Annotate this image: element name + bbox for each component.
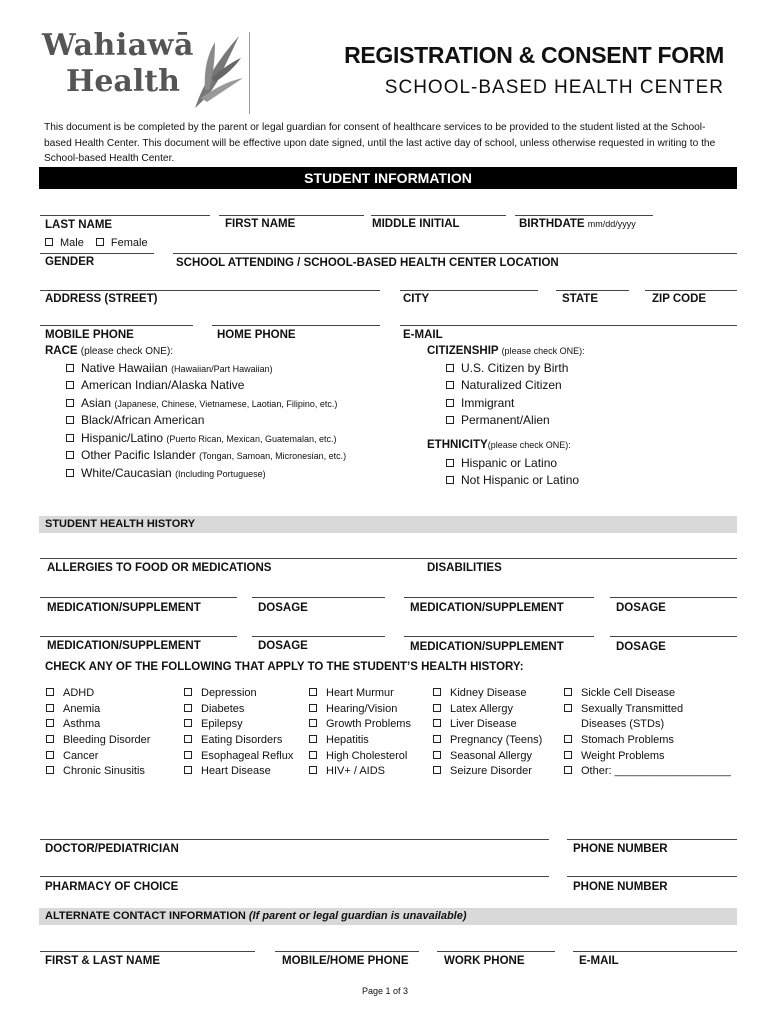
race-option[interactable]: Native Hawaiian (Hawaiian/Part Hawaiian) [66, 361, 273, 375]
condition-checkbox[interactable]: Hepatitis [309, 734, 369, 746]
middle-initial-label: MIDDLE INITIAL [372, 218, 460, 230]
med1-line[interactable] [40, 597, 237, 598]
alt-work-label: WORK PHONE [444, 955, 525, 967]
condition-checkbox[interactable]: Chronic Sinusitis [46, 765, 145, 777]
dose2-line[interactable] [610, 597, 737, 598]
med4-line[interactable] [404, 636, 594, 637]
citizenship-heading [427, 345, 585, 357]
race-heading [45, 345, 173, 357]
condition-checkbox[interactable]: Hearing/Vision [309, 703, 397, 715]
pharmacy-phone-line[interactable] [567, 876, 737, 877]
page-number: Page 1 of 3 [361, 986, 409, 996]
condition-checkbox[interactable]: Anemia [46, 703, 100, 715]
citizenship-option[interactable]: U.S. Citizen by Birth [446, 361, 568, 375]
check-heading: CHECK ANY OF THE FOLLOWING THAT APPLY TO THE STUDENT’S HEALTH HISTORY: [45, 661, 524, 673]
female-checkbox[interactable] [96, 237, 148, 249]
doctor-phone-label: PHONE NUMBER [573, 843, 668, 855]
alt-name-line[interactable] [40, 951, 255, 952]
medication-label-1: MEDICATION/SUPPLEMENT [47, 602, 201, 614]
disabilities-line[interactable] [404, 558, 737, 559]
condition-checkbox[interactable]: Cancer [46, 750, 98, 762]
zip-label: ZIP CODE [652, 293, 707, 305]
student-section-title: STUDENT INFORMATION [304, 170, 472, 186]
condition-checkbox[interactable]: Sexually Transmitted [564, 703, 683, 715]
condition-checkbox[interactable]: Kidney Disease [433, 687, 526, 699]
dosage-label-3: DOSAGE [258, 640, 308, 652]
ethnicity-heading [427, 439, 571, 451]
medication-label-2: MEDICATION/SUPPLEMENT [410, 602, 564, 614]
first-name-line[interactable] [219, 215, 364, 216]
birthdate-format: mm/dd/yyyy [587, 219, 636, 229]
form-subtitle: SCHOOL-BASED HEALTH CENTER [384, 77, 724, 98]
state-label: STATE [562, 293, 598, 305]
health-section-title: STUDENT HEALTH HISTORY [45, 518, 196, 530]
alternate-section-note: (If parent or legal guardian is unavailable) [248, 910, 467, 922]
birthdate-label [519, 218, 636, 230]
condition-checkbox[interactable]: Eating Disorders [184, 734, 282, 746]
condition-checkbox[interactable]: High Cholesterol [309, 750, 407, 762]
citizenship-option[interactable]: Immigrant [446, 396, 514, 410]
condition-checkbox[interactable]: Weight Problems [564, 750, 665, 762]
alt-email-line[interactable] [573, 951, 737, 952]
med3-line[interactable] [40, 636, 237, 637]
condition-checkbox[interactable]: Heart Murmur [309, 687, 394, 699]
citizenship-label: CITIZENSHIP [427, 345, 499, 357]
ethnicity-label: ETHNICITY [427, 439, 488, 451]
citizenship-option[interactable]: Naturalized Citizen [446, 378, 562, 392]
middle-initial-line[interactable] [371, 215, 506, 216]
condition-checkbox[interactable]: Depression [184, 687, 257, 699]
dose4-line[interactable] [610, 636, 737, 637]
leaf-icon [187, 32, 245, 110]
med2-line[interactable] [404, 597, 594, 598]
ethnicity-note: (please check ONE): [487, 440, 571, 450]
mobile-phone-label: MOBILE PHONE [45, 329, 134, 341]
address-line[interactable] [40, 290, 380, 291]
pharmacy-label: PHARMACY OF CHOICE [45, 881, 179, 893]
condition-checkbox[interactable]: Seizure Disorder [433, 765, 532, 777]
gender-label: GENDER [45, 256, 95, 268]
dosage-label-1: DOSAGE [258, 602, 308, 614]
race-option[interactable]: Hispanic/Latino (Puerto Rican, Mexican, Guatemalan, etc.) [66, 431, 336, 445]
pharmacy-phone-label: PHONE NUMBER [573, 881, 668, 893]
citizenship-option[interactable]: Permanent/Alien [446, 413, 550, 427]
birthdate-text: BIRTHDATE [519, 218, 585, 230]
male-label: Male [60, 237, 84, 249]
female-label: Female [110, 237, 148, 249]
logo-line2: Health [66, 64, 180, 99]
ethnicity-option[interactable]: Not Hispanic or Latino [446, 473, 579, 487]
medication-label-3: MEDICATION/SUPPLEMENT [47, 640, 201, 652]
allergies-line[interactable] [40, 558, 404, 559]
alternate-section-title: ALTERNATE CONTACT INFORMATION [45, 910, 246, 922]
dosage-label-2: DOSAGE [616, 602, 666, 614]
condition-checkbox[interactable]: Growth Problems [309, 718, 411, 730]
race-option[interactable]: Asian (Japanese, Chinese, Vietnamese, Laotian, Filipino, etc.) [66, 396, 337, 410]
logo [42, 28, 252, 114]
first-name-label: FIRST NAME [225, 218, 296, 230]
citizenship-note: (please check ONE): [501, 346, 585, 356]
state-line[interactable] [556, 290, 629, 291]
condition-checkbox[interactable]: Bleeding Disorder [46, 734, 150, 746]
condition-checkbox[interactable]: Stomach Problems [564, 734, 674, 746]
condition-checkbox[interactable]: Esophageal Reflux [184, 750, 293, 762]
school-line[interactable] [173, 253, 737, 254]
race-option[interactable]: American Indian/Alaska Native [66, 378, 244, 392]
gender-options [45, 237, 148, 249]
medication-label-4: MEDICATION/SUPPLEMENT [410, 641, 564, 653]
health-section-header [39, 516, 737, 533]
city-label: CITY [403, 293, 430, 305]
header-divider [249, 32, 250, 114]
dose3-line[interactable] [252, 636, 385, 637]
doctor-label: DOCTOR/PEDIATRICIAN [45, 843, 179, 855]
other-condition-checkbox[interactable]: Other: ___________________ [564, 765, 731, 777]
last-name-line[interactable] [40, 215, 210, 216]
intro-text: This document is be completed by the parent or legal guardian for consent of healthcare services to be provided to the student listed at the School-based Health Center. This document will be effective upon date signed, until the last active day of school, unless otherwise requested in writing to the School-based Health Center. [44, 122, 716, 164]
alt-mobile-label: MOBILE/HOME PHONE [282, 955, 409, 967]
zip-line[interactable] [645, 290, 737, 291]
race-note: (please check ONE): [80, 346, 174, 357]
form-title: REGISTRATION & CONSENT FORM [344, 42, 724, 68]
last-name-label: LAST NAME [45, 219, 113, 231]
gender-line [40, 253, 154, 254]
condition-checkbox[interactable]: ADHD [46, 687, 94, 699]
race-option[interactable]: White/Caucasian (Including Portuguese) [66, 466, 266, 480]
condition-checkbox[interactable]: Liver Disease [433, 718, 517, 730]
pharmacy-line[interactable] [40, 876, 549, 877]
condition-continuation: Diseases (STDs) [581, 718, 665, 730]
doctor-line[interactable] [40, 839, 549, 840]
condition-checkbox[interactable]: Seasonal Allergy [433, 750, 532, 762]
male-checkbox[interactable] [45, 237, 84, 249]
alternate-section-header [39, 908, 737, 925]
condition-checkbox[interactable]: Latex Allergy [433, 703, 513, 715]
home-phone-label: HOME PHONE [217, 329, 296, 341]
logo-line1: Wahiawā [42, 28, 194, 63]
email-label: E-MAIL [403, 329, 443, 341]
address-label: ADDRESS (STREET) [45, 293, 158, 305]
student-section-header [39, 167, 737, 189]
city-line[interactable] [400, 290, 538, 291]
condition-checkbox[interactable]: HIV+ / AIDS [309, 765, 385, 777]
alt-mobile-line[interactable] [275, 951, 419, 952]
mobile-phone-line[interactable] [40, 325, 193, 326]
dosage-label-4: DOSAGE [616, 641, 666, 653]
race-option[interactable]: Black/African American [66, 413, 204, 427]
alt-email-label: E-MAIL [579, 955, 619, 967]
condition-checkbox[interactable]: Sickle Cell Disease [564, 687, 675, 699]
race-option[interactable]: Other Pacific Islander (Tongan, Samoan, Micronesian, etc.) [66, 448, 346, 462]
race-label: RACE [45, 345, 78, 357]
disabilities-label: DISABILITIES [427, 562, 502, 574]
condition-checkbox[interactable]: Epilepsy [184, 718, 243, 730]
ethnicity-option[interactable]: Hispanic or Latino [446, 456, 557, 470]
birthdate-line[interactable] [515, 215, 653, 216]
dose1-line[interactable] [252, 597, 385, 598]
condition-checkbox[interactable]: Pregnancy (Teens) [433, 734, 542, 746]
home-phone-line[interactable] [212, 325, 380, 326]
condition-checkbox[interactable]: Heart Disease [184, 765, 271, 777]
allergies-label: ALLERGIES TO FOOD OR MEDICATIONS [47, 562, 272, 574]
alt-work-line[interactable] [437, 951, 555, 952]
email-line[interactable] [400, 325, 737, 326]
alt-name-label: FIRST & LAST NAME [45, 955, 160, 967]
condition-checkbox[interactable]: Diabetes [184, 703, 244, 715]
school-label: SCHOOL ATTENDING / SCHOOL-BASED HEALTH CENTER LOCATION [176, 257, 559, 269]
condition-checkbox[interactable]: Asthma [46, 718, 100, 730]
doctor-phone-line[interactable] [567, 839, 737, 840]
